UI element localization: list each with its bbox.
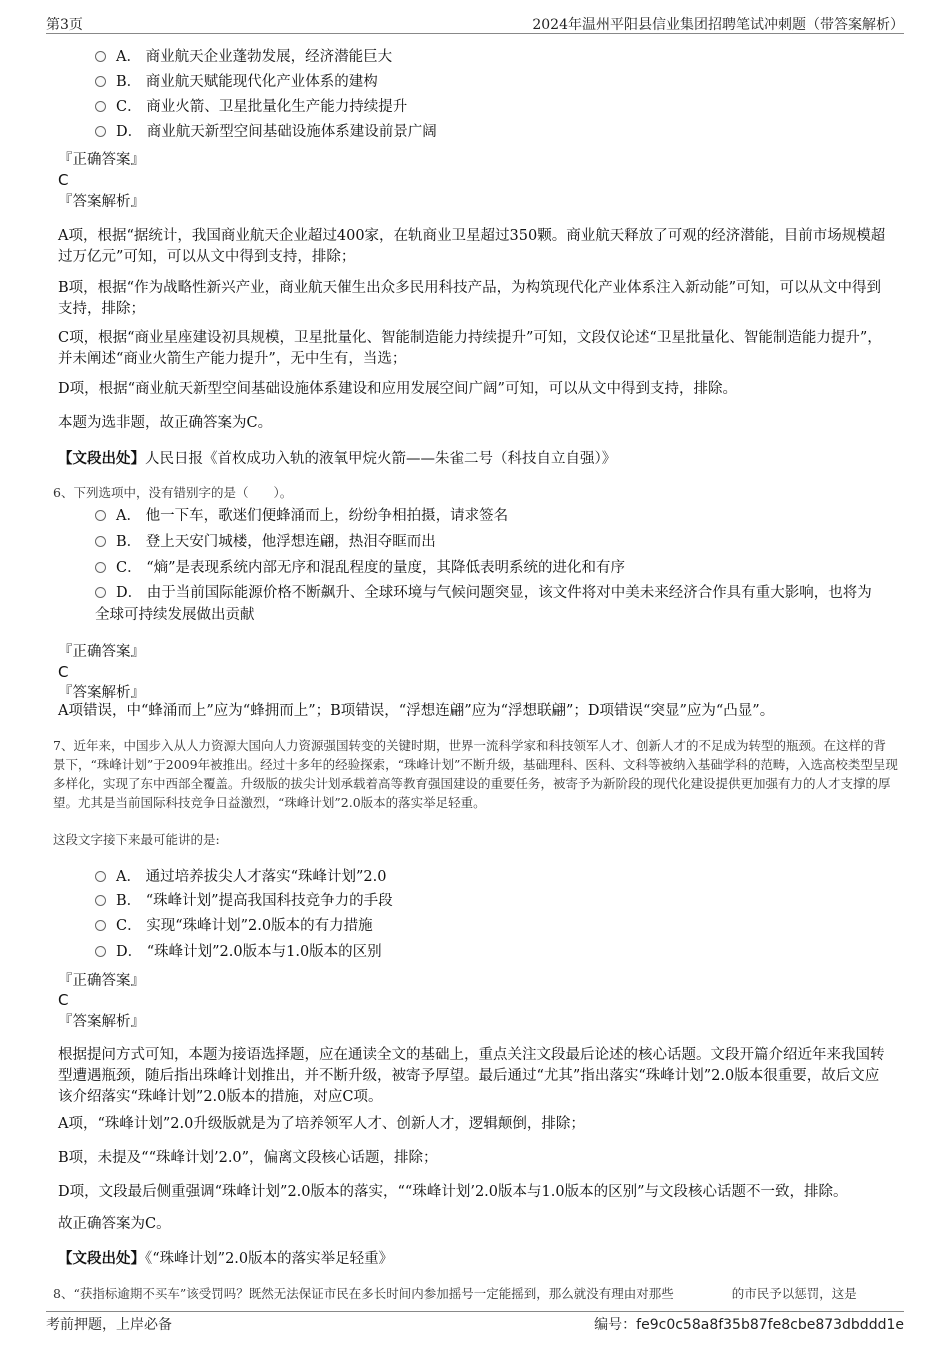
source-tag: 【文段出处】 bbox=[58, 1250, 145, 1267]
radio-icon[interactable] bbox=[95, 895, 106, 906]
q5-analysis-c: C项，根据“商业星座建设初具规模，卫星批量化、智能制造能力持续提升”可知，文段仅论述“卫星批量化、智能制造能力提升”，并未阐述“商业火箭生产能力提升”，无中生有，当选； bbox=[58, 330, 882, 367]
q5-answer: C bbox=[58, 171, 69, 189]
radio-icon[interactable] bbox=[95, 871, 106, 882]
q7-source: 【文段出处】《“珠峰计划”2.0版本的落实举足轻重》 bbox=[58, 1250, 394, 1267]
q6-option-c[interactable]: C． “熵”是表现系统内部无序和混乱程度的量度，其降低表明系统的进化和有序 bbox=[95, 557, 895, 579]
radio-icon[interactable] bbox=[95, 920, 106, 931]
q7-conclusion: 故正确答案为C。 bbox=[58, 1216, 171, 1232]
q5-answer-label: 『正确答案』 bbox=[58, 152, 145, 168]
q7-answer: C bbox=[58, 991, 69, 1009]
radio-icon[interactable] bbox=[95, 946, 106, 957]
q8-stem: 8、“获指标逾期不买车”该受罚吗？既然无法保证市民在多长时间内参加摇号一定能摇到，那么就没有理由对那些 的市民予以惩罚，这是 bbox=[53, 1286, 857, 1301]
footer-divider bbox=[46, 1311, 904, 1312]
q6-stem: 6、下列选项中，没有错别字的是（ ）。 bbox=[53, 485, 293, 500]
q6-analysis-label: 『答案解析』 bbox=[58, 685, 145, 701]
q6-analysis: A项错误，中“蜂涌而上”应为“蜂拥而上”；B项错误，“浮想连翩”应为“浮想联翩”；D项错误“突显”应为“凸显”。 bbox=[58, 703, 775, 719]
q7-analysis-d: D项，文段最后侧重强调“珠峰计划”2.0版本的落实，““珠峰计划’2.0版本与1.0版本的区别”与文段核心话题不一致，排除。 bbox=[58, 1184, 848, 1200]
q7-option-b[interactable]: B． “珠峰计划”提高我国科技竞争力的手段 bbox=[95, 890, 895, 912]
q7-analysis-label: 『答案解析』 bbox=[58, 1014, 145, 1030]
radio-icon[interactable] bbox=[95, 76, 106, 87]
q5-option-b[interactable]: B． 商业航天赋能现代化产业体系的建构 bbox=[95, 71, 895, 93]
q7-option-a[interactable]: A． 通过培养拔尖人才落实“珠峰计划”2.0 bbox=[95, 866, 895, 888]
q5-source: 【文段出处】人民日报《首枚成功入轨的液氧甲烷火箭——朱雀二号（科技自立自强）》 bbox=[58, 450, 617, 467]
q6-option-d[interactable]: D． 由于当前国际能源价格不断飙升、全球环境与气候问题突显，该文件将对中美未来经济合作具有重大影响，也将为全球可持续发展做出贡献 bbox=[95, 585, 872, 623]
q6-option-b[interactable]: B． 登上天安门城楼，他浮想连翩，热泪夺眶而出 bbox=[95, 531, 895, 553]
q5-conclusion: 本题为选非题，故正确答案为C。 bbox=[58, 415, 273, 431]
q7-analysis-b: B项，未提及““珠峰计划’2.0”，偏离文段核心话题，排除； bbox=[58, 1150, 438, 1166]
q6-answer-label: 『正确答案』 bbox=[58, 644, 145, 660]
document-code: 编号：fe9c0c58a8f35b87fe8cbe873dbddd1e bbox=[594, 1317, 904, 1333]
radio-icon[interactable] bbox=[95, 126, 106, 137]
q7-prompt: 这段文字接下来最可能讲的是: bbox=[53, 832, 220, 847]
q7-stem: 7、近年来，中国步入从人力资源大国向人力资源强国转变的关键时期，世界一流科学家和科技领军人才、创新人才的不足成为转型的瓶颈。在这样的背景下，“珠峰计划”于2009年被推出。经过十多年的经验探索，“珠峰计划”不断升级，基础理科、医科、文科等被纳入基础学科的范畴，入选高校类型呈现多样化，实现了东中西部全覆盖。升级版的拔尖计划承载着高等教育强国建设的重要任务，被寄予为新阶段的现代化建设提供更加强有力的人才支撑的厚望。尤其是当前国际科技竞争日益激烈，“珠峰计划”2.0版本的落实举足轻重。 bbox=[53, 738, 898, 810]
header-divider bbox=[46, 33, 904, 34]
q5-analysis-b: B项，根据“作为战略性新兴产业，商业航天催生出众多民用科技产品，为构筑现代化产业体系注入新动能”可知，可以从文中得到支持，排除； bbox=[58, 280, 881, 317]
q5-analysis-a: A项，根据“据统计，我国商业航天企业超过400家，在轨商业卫星超过350颗。商业航天释放了可观的经济潜能，目前市场规模超过万亿元”可知，可以从文中得到支持，排除； bbox=[58, 228, 886, 265]
page-number: 第3页 bbox=[46, 17, 83, 33]
q5-analysis-label: 『答案解析』 bbox=[58, 194, 145, 210]
radio-icon[interactable] bbox=[95, 562, 106, 573]
q5-option-d[interactable]: D． 商业航天新型空间基础设施体系建设前景广阔 bbox=[95, 121, 895, 143]
source-tag: 【文段出处】 bbox=[58, 450, 145, 467]
radio-icon[interactable] bbox=[95, 536, 106, 547]
q7-answer-label: 『正确答案』 bbox=[58, 973, 145, 989]
q6-option-a[interactable]: A． 他一下车，歌迷们便蜂涌而上，纷纷争相拍摄，请求签名 bbox=[95, 505, 895, 527]
radio-icon[interactable] bbox=[95, 51, 106, 62]
footer-slogan: 考前押题，上岸必备 bbox=[46, 1317, 172, 1333]
radio-icon[interactable] bbox=[95, 587, 106, 598]
radio-icon[interactable] bbox=[95, 101, 106, 112]
q5-option-a[interactable]: A． 商业航天企业蓬勃发展，经济潜能巨大 bbox=[95, 46, 895, 68]
q5-option-c[interactable]: C． 商业火箭、卫星批量化生产能力持续提升 bbox=[95, 96, 895, 118]
q6-answer: C bbox=[58, 663, 69, 681]
q7-analysis-main: 根据提问方式可知，本题为接语选择题，应在通读全文的基础上，重点关注文段最后论述的核心话题。文段开篇介绍近年来我国转型遭遇瓶颈，随后指出珠峰计划推出，并不断升级，被寄予厚望。最后通过“尤其”指出落实“珠峰计划”2.0版本很重要，故后文应该介绍落实“珠峰计划”2.0版本的措施，对应C项。 bbox=[58, 1047, 885, 1105]
q7-analysis-a: A项，“珠峰计划”2.0升级版就是为了培养领军人才、创新人才，逻辑颠倒，排除； bbox=[58, 1116, 585, 1132]
q7-option-d[interactable]: D． “珠峰计划”2.0版本与1.0版本的区别 bbox=[95, 941, 895, 963]
document-title: 2024年温州平阳县信业集团招聘笔试冲刺题（带答案解析） bbox=[532, 17, 904, 33]
radio-icon[interactable] bbox=[95, 510, 106, 521]
q7-option-c[interactable]: C． 实现“珠峰计划”2.0版本的有力措施 bbox=[95, 915, 895, 937]
q5-analysis-d: D项，根据“商业航天新型空间基础设施体系建设和应用发展空间广阔”可知，可以从文中得到支持，排除。 bbox=[58, 381, 737, 397]
